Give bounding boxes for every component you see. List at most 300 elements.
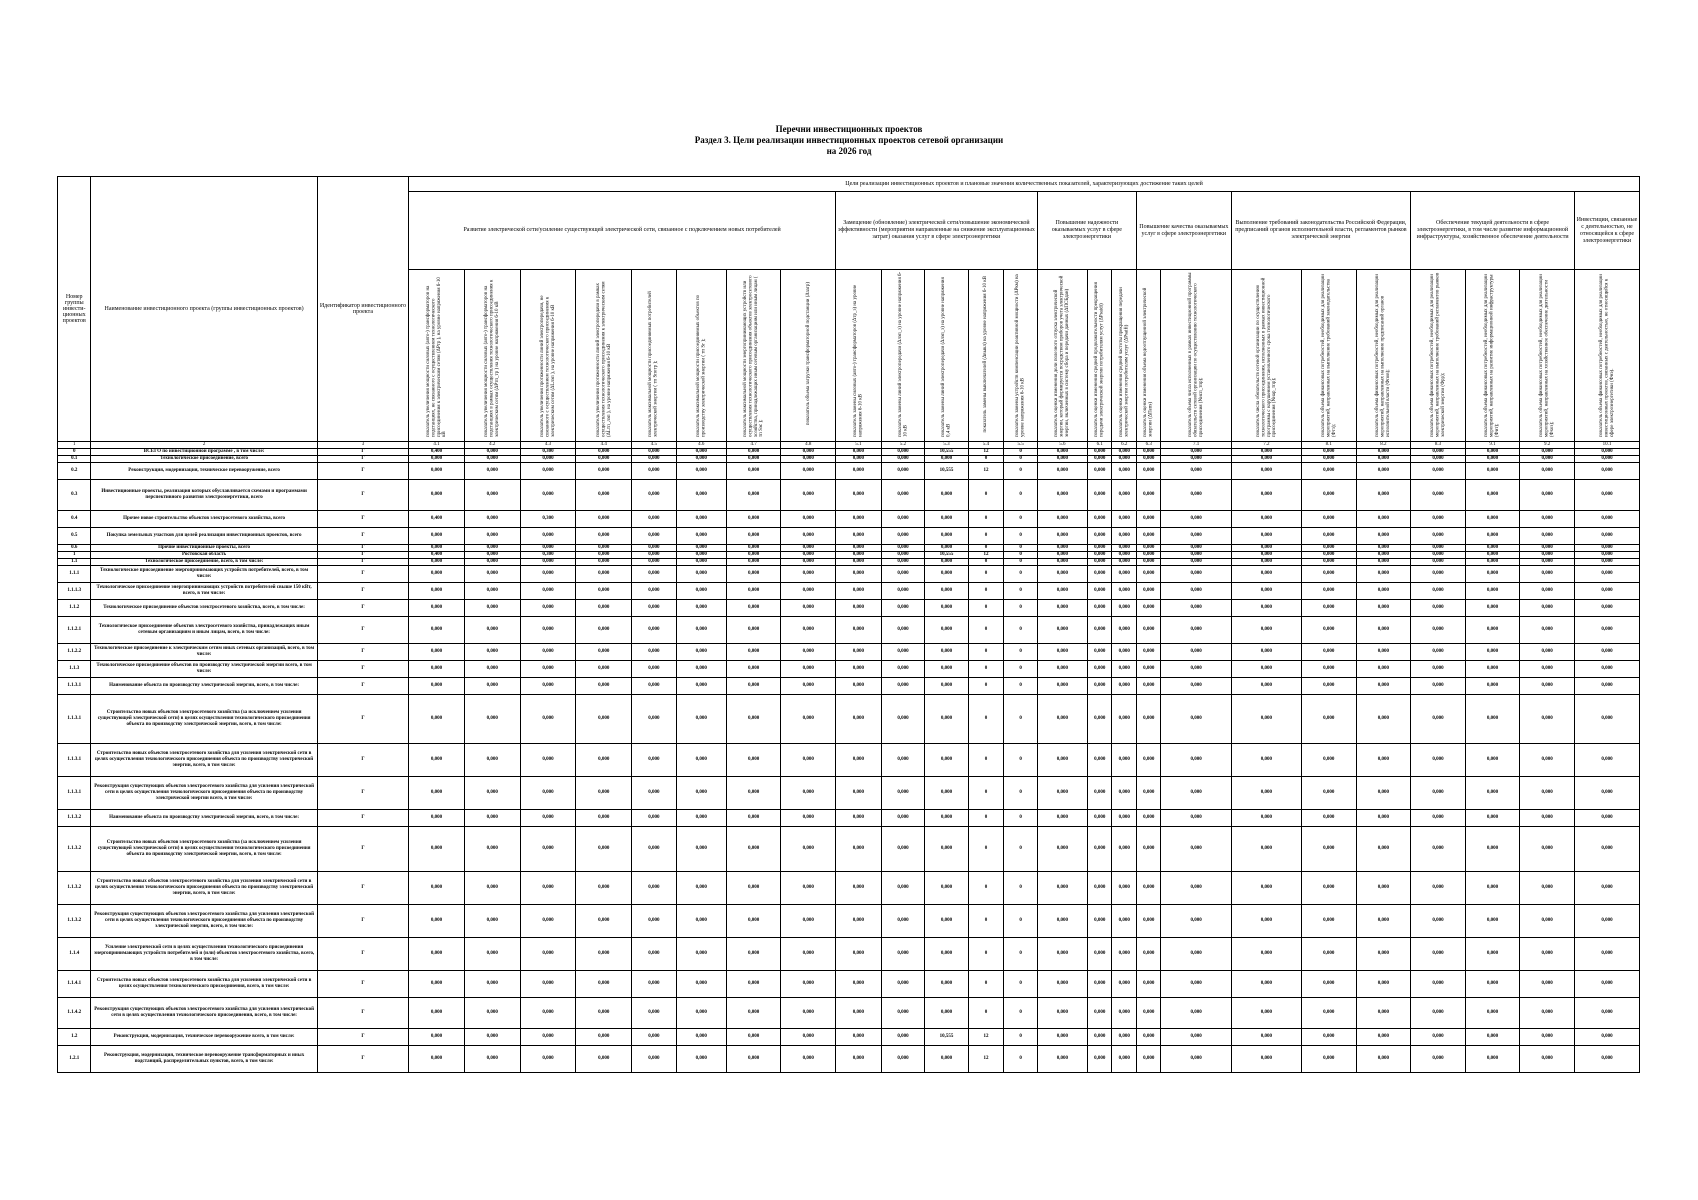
row-value: 0,000 xyxy=(464,566,520,583)
row-number: 0.6 xyxy=(58,545,91,552)
row-value: 0,000 xyxy=(781,971,836,998)
row-value: 0,000 xyxy=(836,938,882,971)
row-value: 0,000 xyxy=(1231,600,1301,617)
row-value: 0,000 xyxy=(1231,583,1301,600)
row-value: 0,000 xyxy=(576,480,632,511)
table-row xyxy=(58,463,1640,480)
row-value: 0,000 xyxy=(881,661,924,678)
row-value: 0,000 xyxy=(781,661,836,678)
row-value: 0,000 xyxy=(836,463,882,480)
header-indicator xyxy=(726,270,781,442)
row-value: 0 xyxy=(968,827,1004,872)
row-number: 1.1.4.2 xyxy=(58,998,91,1029)
row-value: 0,000 xyxy=(1465,552,1520,559)
row-value: 0,000 xyxy=(781,559,836,566)
row-project-name: Реконструкция, модернизация, техническое перевооружение всего, в том числе: xyxy=(91,1029,317,1046)
row-value: 0,000 xyxy=(1301,971,1356,998)
row-value: 0,000 xyxy=(925,695,968,744)
row-value: 0,000 xyxy=(409,827,465,872)
row-value: 0,000 xyxy=(1411,559,1466,566)
table-row xyxy=(58,971,1640,998)
row-value: 0,000 xyxy=(1161,644,1231,661)
row-value: 0,000 xyxy=(925,480,968,511)
row-value: 0,000 xyxy=(409,938,465,971)
row-number: 1.1.3 xyxy=(58,661,91,678)
row-value: 0,000 xyxy=(781,998,836,1029)
row-value: 0,000 xyxy=(1087,1029,1112,1046)
row-value: 0,000 xyxy=(881,456,924,463)
row-value: 0,000 xyxy=(676,827,726,872)
row-value: 0,000 xyxy=(464,511,520,528)
row-value: 0,000 xyxy=(464,528,520,545)
row-number: 0.2 xyxy=(58,463,91,480)
row-value: 0,000 xyxy=(726,695,781,744)
row-value: 0,000 xyxy=(520,559,576,566)
table-row xyxy=(58,744,1640,777)
header-indicator xyxy=(1520,270,1575,442)
row-value: 0,000 xyxy=(1520,456,1575,463)
row-value: 0,000 xyxy=(1087,810,1112,827)
row-value: 0,000 xyxy=(576,827,632,872)
header-project-name: Наименование инвестиционного проекта (группы инвестиционных проектов) xyxy=(91,177,317,442)
row-value: 0,000 xyxy=(881,678,924,695)
row-value: 0,000 xyxy=(1037,905,1087,938)
table-row xyxy=(58,511,1640,528)
row-value: 0,000 xyxy=(1037,827,1087,872)
row-value: 0,000 xyxy=(881,480,924,511)
row-value: 0,000 xyxy=(836,905,882,938)
row-value: 0,000 xyxy=(520,566,576,583)
row-value: 0,000 xyxy=(1161,552,1231,559)
row-value: 0,000 xyxy=(464,449,520,456)
header-indicator-text: показатель объема числа исполненных в рамках инвестиционной программы обязательств сетевой организации по осуществлению технологического присоединения (Nисп_тпр); xyxy=(1187,272,1204,437)
row-value: 0,000 xyxy=(576,744,632,777)
header-goal-group: Замещение (обновление) электрической сети/повышение экономической эффективности (мероприятия направленные на снижение эксплуатационных затрат) оказания услуг в сфере электроэнергетики xyxy=(836,192,1038,270)
row-value: 0 xyxy=(1004,744,1037,777)
row-value: 0,000 xyxy=(925,744,968,777)
row-value: 0,000 xyxy=(1231,511,1301,528)
header-row-goals xyxy=(58,177,1640,192)
row-value: 0,000 xyxy=(1301,617,1356,644)
row-value: 0,000 xyxy=(1520,617,1575,644)
row-value: 0,000 xyxy=(1356,456,1411,463)
row-value: 0 xyxy=(1004,777,1037,810)
row-value: 0,000 xyxy=(1087,545,1112,552)
row-value: 0,000 xyxy=(881,583,924,600)
row-value: 0,000 xyxy=(464,644,520,661)
row-value: 0,000 xyxy=(925,545,968,552)
row-value: 0,000 xyxy=(1161,545,1231,552)
row-value: 0,000 xyxy=(1037,511,1087,528)
row-value: 0,000 xyxy=(676,528,726,545)
row-value: 0,000 xyxy=(1136,695,1161,744)
row-value: 0,000 xyxy=(576,559,632,566)
row-value: 0,000 xyxy=(1037,644,1087,661)
row-value: 0,000 xyxy=(632,905,677,938)
row-project-name: Технологическое присоединение, всего, в том числе: xyxy=(91,559,317,566)
row-value: 0,000 xyxy=(781,480,836,511)
row-value: 0,000 xyxy=(1301,449,1356,456)
table-row xyxy=(58,872,1640,905)
row-value: 0,000 xyxy=(881,810,924,827)
row-project-id: Г xyxy=(317,744,408,777)
table-row xyxy=(58,559,1640,566)
row-value: 0,000 xyxy=(1231,552,1301,559)
row-value: 0,000 xyxy=(1356,644,1411,661)
row-value: 0,000 xyxy=(1574,661,1639,678)
row-value: 0,000 xyxy=(1411,938,1466,971)
table-row xyxy=(58,938,1640,971)
row-value: 0,000 xyxy=(1520,583,1575,600)
row-value: 0,000 xyxy=(1136,552,1161,559)
row-value: 0,000 xyxy=(1520,827,1575,872)
row-value: 0,000 xyxy=(576,661,632,678)
row-value: 0,300 xyxy=(520,552,576,559)
row-value: 0,000 xyxy=(632,559,677,566)
row-value: 0,000 xyxy=(409,456,465,463)
header-row-column-numbers xyxy=(58,442,1640,449)
row-value: 0,000 xyxy=(1231,661,1301,678)
row-value: 0,000 xyxy=(781,566,836,583)
row-value: 0,000 xyxy=(1411,644,1466,661)
row-value: 0,000 xyxy=(1037,480,1087,511)
row-value: 0,000 xyxy=(1520,644,1575,661)
row-value: 0,000 xyxy=(1112,695,1137,744)
row-value: 0,000 xyxy=(1301,1029,1356,1046)
row-value: 0,000 xyxy=(1037,449,1087,456)
row-value: 0,000 xyxy=(1136,644,1161,661)
row-number: 1.1.2.1 xyxy=(58,617,91,644)
header-indicator xyxy=(1037,270,1087,442)
row-value: 0,000 xyxy=(464,545,520,552)
row-value: 0,000 xyxy=(1356,905,1411,938)
row-value: 0,000 xyxy=(1087,600,1112,617)
row-project-name: ВСЕГО по инвестиционной программе , в том числе: xyxy=(91,449,317,456)
row-value: 0,000 xyxy=(1465,644,1520,661)
row-value: 0,000 xyxy=(464,661,520,678)
row-value: 0,000 xyxy=(1231,998,1301,1029)
row-value: 0 xyxy=(1004,559,1037,566)
row-value: 0,000 xyxy=(925,1046,968,1073)
header-indicator xyxy=(925,270,968,442)
row-value: 0,000 xyxy=(1411,872,1466,905)
row-value: 0,000 xyxy=(1301,678,1356,695)
row-value: 0,000 xyxy=(781,678,836,695)
row-value: 0,000 xyxy=(1356,480,1411,511)
row-value: 10,555 xyxy=(925,463,968,480)
column-number: 4.5 xyxy=(632,442,677,449)
row-value: 0,000 xyxy=(1574,566,1639,583)
row-project-id: Г xyxy=(317,661,408,678)
row-value: 0,000 xyxy=(576,528,632,545)
row-value: 0,000 xyxy=(520,938,576,971)
row-project-name: Технологическое присоединение к электрическим сетям иных сетевых организаций, всего, в том числе: xyxy=(91,644,317,661)
row-value: 0,000 xyxy=(726,1046,781,1073)
row-number: 1.1.2.2 xyxy=(58,644,91,661)
column-number: 2 xyxy=(91,442,317,449)
row-value: 0,000 xyxy=(409,463,465,480)
row-value: 0,000 xyxy=(925,777,968,810)
row-value: 0,000 xyxy=(836,1046,882,1073)
row-value: 0,000 xyxy=(1301,552,1356,559)
row-value: 0,000 xyxy=(1231,559,1301,566)
row-value: 0,000 xyxy=(781,511,836,528)
header-indicator xyxy=(464,270,520,442)
row-value: 0,000 xyxy=(1574,998,1639,1029)
header-indicator-text: показатель замены устройств компенсации реактивной мощности (ΔРкм) на уровне напряжения 6-10 кВ xyxy=(1015,274,1026,437)
header-indicator xyxy=(576,270,632,442)
row-value: 0,000 xyxy=(881,528,924,545)
row-value: 0,000 xyxy=(726,528,781,545)
row-value: 0,000 xyxy=(409,1046,465,1073)
row-value: 0,000 xyxy=(1465,528,1520,545)
row-value: 0 xyxy=(968,545,1004,552)
row-value: 0,000 xyxy=(1161,449,1231,456)
row-value: 0,000 xyxy=(1574,905,1639,938)
column-number: 5.1 xyxy=(836,442,882,449)
row-value: 0,300 xyxy=(520,449,576,456)
row-value: 0,000 xyxy=(1087,661,1112,678)
row-value: 0,000 xyxy=(1301,583,1356,600)
row-value: 0,000 xyxy=(1301,644,1356,661)
column-number: 4.7 xyxy=(726,442,781,449)
row-value: 0,000 xyxy=(881,1029,924,1046)
row-value: 0,000 xyxy=(726,827,781,872)
row-value: 0,000 xyxy=(781,744,836,777)
row-value: 0,000 xyxy=(1574,827,1639,872)
row-value: 0,000 xyxy=(1231,695,1301,744)
row-value: 0,000 xyxy=(1087,528,1112,545)
header-indicator-text: показатель увеличения протяженности линий электропередачи в рамках осуществления технологического присоединения к электрическим сетям (ΔLтп_лэп ), на уровне напряжения 6-10 кВ xyxy=(595,281,612,437)
row-value: 0,000 xyxy=(836,583,882,600)
row-project-name: Строительство новых объектов электросетевого хозяйства для усиления электрической сети в целях осуществления технологического присоединения объекта по производству электрической энергии, всего, в том числе: xyxy=(91,744,317,777)
row-value: 0,000 xyxy=(520,600,576,617)
row-value: 0 xyxy=(1004,695,1037,744)
row-value: 0,000 xyxy=(632,583,677,600)
row-value: 0 xyxy=(968,938,1004,971)
row-value: 0,000 xyxy=(836,872,882,905)
row-value: 0,000 xyxy=(409,617,465,644)
row-value: 0,000 xyxy=(676,1046,726,1073)
row-value: 0,000 xyxy=(881,617,924,644)
column-number: 5.4 xyxy=(968,442,1004,449)
row-value: 0,000 xyxy=(409,583,465,600)
row-value: 0,000 xyxy=(464,559,520,566)
column-number: 8.1 xyxy=(1301,442,1356,449)
row-value: 0,000 xyxy=(464,744,520,777)
row-value: 0,000 xyxy=(1574,617,1639,644)
row-value: 0,000 xyxy=(1301,827,1356,872)
row-value: 0,000 xyxy=(1037,810,1087,827)
row-value: 0,000 xyxy=(1231,480,1301,511)
row-project-id: Г xyxy=(317,905,408,938)
row-value: 0,000 xyxy=(409,905,465,938)
row-value: 0,000 xyxy=(520,1046,576,1073)
row-value: 0,000 xyxy=(676,566,726,583)
row-value: 0,000 xyxy=(464,583,520,600)
row-value: 0,000 xyxy=(1574,480,1639,511)
row-number: 1.1.2 xyxy=(58,600,91,617)
row-value: 0,000 xyxy=(1112,528,1137,545)
row-value: 0,000 xyxy=(520,971,576,998)
row-value: 0,000 xyxy=(925,644,968,661)
row-value: 0,000 xyxy=(676,480,726,511)
row-value: 0,000 xyxy=(1112,777,1137,810)
row-value: 0,000 xyxy=(1301,695,1356,744)
row-value: 0 xyxy=(968,600,1004,617)
column-number: 5.3 xyxy=(925,442,968,449)
row-value: 0,000 xyxy=(726,998,781,1029)
row-value: 0,000 xyxy=(1136,905,1161,938)
row-value: 0,000 xyxy=(520,810,576,827)
row-value: 0 xyxy=(968,511,1004,528)
row-value: 0,000 xyxy=(1356,998,1411,1029)
row-value: 0,000 xyxy=(409,528,465,545)
row-value: 0,000 xyxy=(1136,810,1161,827)
row-value: 0,000 xyxy=(1356,827,1411,872)
row-value: 0,000 xyxy=(881,559,924,566)
row-value: 0,000 xyxy=(1411,744,1466,777)
row-value: 0,000 xyxy=(836,1029,882,1046)
row-value: 0,000 xyxy=(726,566,781,583)
row-value: 0,000 xyxy=(632,456,677,463)
row-value: 0,000 xyxy=(1411,905,1466,938)
row-value: 0,000 xyxy=(726,617,781,644)
row-value: 0,000 xyxy=(1037,566,1087,583)
row-value: 0,000 xyxy=(925,905,968,938)
row-value: 0,000 xyxy=(632,480,677,511)
row-value: 0,000 xyxy=(1161,559,1231,566)
row-value: 0,000 xyxy=(881,545,924,552)
row-value: 0,000 xyxy=(632,938,677,971)
header-goal-group: Инвестиции, связанные с деятельностью, не относящейся к сфере электроэнергетики xyxy=(1574,192,1639,270)
row-value: 0,000 xyxy=(925,661,968,678)
row-value: 0,000 xyxy=(1231,463,1301,480)
row-project-id: Г xyxy=(317,1046,408,1073)
row-value: 0,000 xyxy=(1037,463,1087,480)
row-value: 0,000 xyxy=(1161,528,1231,545)
row-value: 0,000 xyxy=(1161,810,1231,827)
header-indicator xyxy=(1301,270,1356,442)
row-value: 0 xyxy=(968,810,1004,827)
row-value: 0,000 xyxy=(781,872,836,905)
row-value: 0 xyxy=(1004,617,1037,644)
row-project-name: Технологическое присоединение объектов электросетевого хозяйства, всего, в том числе: xyxy=(91,600,317,617)
row-value: 0,000 xyxy=(1465,1046,1520,1073)
header-indicator xyxy=(1411,270,1466,442)
row-project-name: Строительство новых объектов электросетевого хозяйства для усиления электрической сети в целях осуществления технологического присоединения, всего, в том числе: xyxy=(91,971,317,998)
row-value: 0,000 xyxy=(409,971,465,998)
row-value: 0,000 xyxy=(1112,456,1137,463)
row-value: 0,000 xyxy=(576,777,632,810)
row-value: 0,000 xyxy=(409,644,465,661)
row-value: 0,000 xyxy=(464,552,520,559)
row-value: 0,000 xyxy=(781,552,836,559)
row-value: 0,000 xyxy=(781,456,836,463)
row-value: 0,000 xyxy=(781,695,836,744)
row-value: 0,000 xyxy=(836,480,882,511)
row-value: 0,000 xyxy=(1356,449,1411,456)
row-value: 0,000 xyxy=(520,678,576,695)
row-project-id: Г xyxy=(317,872,408,905)
row-value: 0,000 xyxy=(1301,511,1356,528)
row-value: 0,000 xyxy=(1112,600,1137,617)
row-value: 0,000 xyxy=(1356,938,1411,971)
row-value: 0,000 xyxy=(1087,872,1112,905)
row-value: 0,000 xyxy=(1112,810,1137,827)
row-value: 0,000 xyxy=(576,600,632,617)
row-value: 0,000 xyxy=(676,644,726,661)
row-value: 0,000 xyxy=(1411,600,1466,617)
row-value: 0,000 xyxy=(925,998,968,1029)
row-value: 0,000 xyxy=(1465,1029,1520,1046)
row-value: 0,000 xyxy=(726,872,781,905)
row-project-name: Реконструкция существующих объектов электросетевого хозяйства для усиления электрической сети в целях осуществления технологического присоединения объекта по производству электрической энергии, всего, в том числе: xyxy=(91,905,317,938)
row-value: 0,000 xyxy=(1520,872,1575,905)
row-value: 0,000 xyxy=(726,938,781,971)
row-value: 0,000 xyxy=(836,528,882,545)
row-value: 0,000 xyxy=(632,1029,677,1046)
row-value: 0,000 xyxy=(1161,583,1231,600)
row-value: 0,000 xyxy=(1231,528,1301,545)
row-value: 0,400 xyxy=(409,552,465,559)
row-value: 0 xyxy=(1004,905,1037,938)
row-value: 0,000 xyxy=(1520,528,1575,545)
row-value: 0,000 xyxy=(1037,617,1087,644)
row-value: 0,000 xyxy=(1411,1046,1466,1073)
row-value: 0,000 xyxy=(464,463,520,480)
row-value: 0,000 xyxy=(1112,661,1137,678)
row-value: 0,000 xyxy=(576,938,632,971)
row-value: 0,000 xyxy=(1301,566,1356,583)
row-value: 0,000 xyxy=(836,566,882,583)
row-value: 0,000 xyxy=(1465,661,1520,678)
row-value: 0,000 xyxy=(1520,998,1575,1029)
row-value: 0,000 xyxy=(1037,1046,1087,1073)
row-value: 0,000 xyxy=(1356,695,1411,744)
row-value: 0,000 xyxy=(1231,827,1301,872)
row-value: 0,000 xyxy=(1301,480,1356,511)
column-number: 4.6 xyxy=(676,442,726,449)
row-value: 0,000 xyxy=(520,545,576,552)
row-value: 0,000 xyxy=(925,938,968,971)
row-number: 1.1.3.1 xyxy=(58,695,91,744)
row-value: 0 xyxy=(1004,971,1037,998)
row-value: 0,000 xyxy=(1301,559,1356,566)
row-value: 0,000 xyxy=(1411,810,1466,827)
row-value: 0,000 xyxy=(726,644,781,661)
row-value: 0,000 xyxy=(520,644,576,661)
row-value: 0,000 xyxy=(925,583,968,600)
row-value: 0,000 xyxy=(1037,678,1087,695)
header-indicator xyxy=(520,270,576,442)
row-value: 0,000 xyxy=(1520,661,1575,678)
row-value: 0,000 xyxy=(1037,528,1087,545)
row-value: 0 xyxy=(1004,644,1037,661)
row-value: 0,000 xyxy=(1112,552,1137,559)
header-indicator-text: показатель объема загрузки трансформаторной подстанции (Δзагр) xyxy=(805,282,811,426)
row-value: 0,000 xyxy=(1161,566,1231,583)
table-row xyxy=(58,998,1640,1029)
row-number: 1.1.1 xyxy=(58,566,91,583)
row-value: 0,000 xyxy=(1037,552,1087,559)
column-number: 6.1 xyxy=(1087,442,1112,449)
row-number: 1.1 xyxy=(58,559,91,566)
row-value: 0,000 xyxy=(1112,480,1137,511)
row-value: 0,000 xyxy=(1411,552,1466,559)
row-value: 0,000 xyxy=(726,1029,781,1046)
row-value: 0,000 xyxy=(1411,998,1466,1029)
